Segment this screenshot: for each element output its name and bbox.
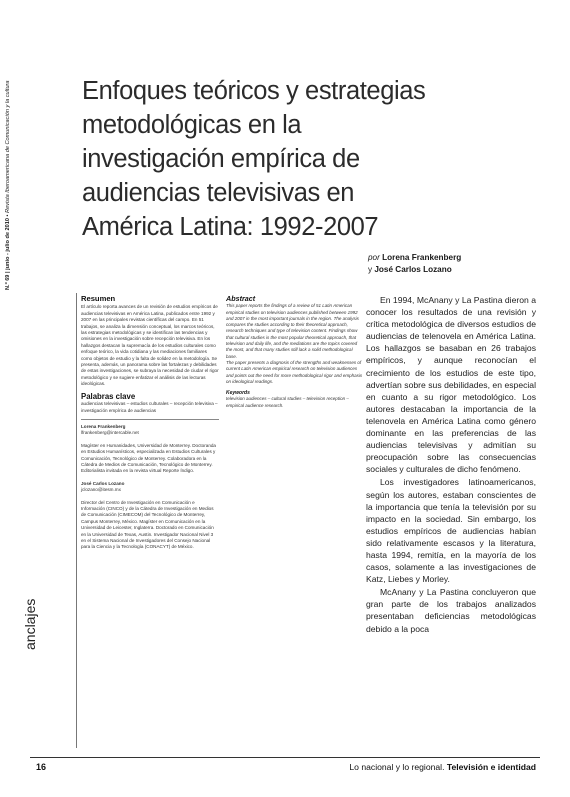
abstract-text: This paper reports the findings of a review of 51 Latin American empirical studies on television audiences published between 1992 and 2007 in the most important journals in the region. The analysis compares the studies according to their theoretical approach, research techniques and type of television content. Findings show that cultural studies is the most popular theoretical approach, that television and daily life, and the mediations are the topics covered the most, and that many studies still lack a solid methodological base. — [226, 303, 359, 359]
byline-y: y — [368, 264, 373, 274]
abstract-text-2: The paper presents a diagnosis of the strengths and weaknesses of current Latin American empirical research on television audiences and points out the need for more methodological rigor and emphasis on ideological readings. — [226, 359, 363, 384]
running-footer-bold: Televisión e identidad — [446, 762, 536, 772]
journal-banner: N.º 69 | junio - julio de 2010 • Revista Iberoamericana de Comunicación y la cultura — [5, 80, 11, 290]
body-paragraph: Los investigadores latinoamericanos, según los autores, estaban conscientes de la importancia que tenía la televisión por su impacto en la sociedad. Sin embargo, los estudios empíricos de audiencias habían sido relativamente escasos y la literatura, hasta 1994, remitía, en la mayoría de los casos, solamente a las investigaciones de Katz, Liebes y Morley. — [366, 477, 536, 585]
abstract-heading: Abstract — [226, 294, 256, 303]
journal-name: Revista Iberoamericana de Comunicación y la cultura — [5, 80, 11, 213]
bio-email-1: lfrankenberg@intercable.net — [81, 430, 139, 436]
author-2: José Carlos Lozano — [374, 264, 452, 274]
resumen-heading: Resumen — [81, 294, 116, 303]
section-label: anclajes — [22, 598, 38, 650]
vertical-rule — [76, 293, 77, 748]
bio-name-1: Lorena Frankenberg — [81, 423, 126, 429]
author-1: Lorena Frankenberg — [382, 253, 462, 262]
bio-text-1: Magíster en Humanidades, Universidad de Monterrey. Doctoranda en Estudios Humanísticos, especializada en Estudios Culturales y Comunicación, Tecnológico de Monterrey. Colaboradora en la Cátedra de Medios de Comunicación, Tecnológico de Monterrey. Editorialista invitada en la revista virtual Reporte Índigo. — [81, 442, 216, 474]
bio-name-2: José Carlos Lozano — [81, 480, 125, 486]
article-title: Enfoques teóricos y estrategias metodológicas en la investigación empírica de audiencias televisivas en América Latina: 1992-2007 — [82, 77, 426, 241]
body-paragraph: En 1994, McAnany y La Pastina dieron a conocer los resultados de una revisión y crítica metodológica de diversos estudios de audiencias de telenovela en América Latina. Los hallazgos se basaban en 26 trabajos empíricos, y aunque reconocían el crecimiento de los estudios de este tipo, advertían sobre sus debilidades, en especial en cuanto a su rigor metodológico. Los autores destacaban la importancia de la telenovela en América Latina como género dominante en las preferencias de las audiencias televisivas y admitían su preocupación sobre las consecuencias sociales y culturales de dicho fenómeno. — [366, 295, 536, 475]
running-footer — [349, 762, 536, 772]
byline-por: por — [368, 253, 380, 262]
page-number: 16 — [36, 762, 47, 772]
footer-rule — [30, 757, 540, 758]
palabras-clave: audiencias televisivas – estudios culturales – recepción televisiva – investigación empírica de audiencias — [81, 401, 218, 413]
section-label-container — [22, 590, 38, 650]
resumen-text: El artículo reporta avances de un revisión de estudios empíricos de audiencias televisivas en América Latina, publicados entre 1992 y 2007 en las principales revistas científicas del campo. En 51 trabajos, se analiza la dimensión conceptual, los marcos teóricos, las estrategias metodológicas y se identifican las tendencias y omisiones en la investigación sobre recepción televisiva. En los hallazgos destacan la supremacía de los estudios culturales como enfoque teórico, la vida cotidiana y las mediaciones familiares como objetos de estudio y la falta de solidez en la metodología. Se presenta, además, un panorama sobre las fortalezas y debilidades de estas investigaciones, se subraya la necesidad de ciudar el rigor metodológico y se sugiere enfatizar el análisis de las lecturas ideológicas. — [81, 304, 219, 387]
bio-text-2: Director del Centro de Investigación en Comunicación e Información (CINCO) y de la Cátedra de Investigación en Medios de Comunicación (CIMECOM) del Tecnológico de Monterrey, Campus Monterrey, México. Magíster en Comunicación en la Universidad de Leicester, Inglaterra. Doctorado en Comunicación en la Universidad de Texas, Austin. Investigador Nacional Nivel 3 en el Sistema Nacional de Investigadores del Consejo Nacional para la Ciencia y la Tecnología (CONACYT) de México. — [81, 499, 214, 550]
body-column — [366, 294, 536, 635]
body-paragraph: McAnany y La Pastina concluyeron que gran parte de los trabajos analizados presentaban deficiencias metodológicas debido a la poca — [366, 587, 536, 634]
divider — [81, 419, 219, 420]
resumen-column — [81, 296, 219, 551]
keywords: television audiences – cultural studies – television reception – empirical audience research. — [226, 396, 349, 408]
palabras-clave-heading: Palabras clave — [81, 391, 136, 401]
issue-label: N.º 69 | junio - julio de 2010 — [5, 218, 11, 290]
running-footer-plain: Lo nacional y lo regional. — [349, 762, 445, 772]
bio-email-2: jclozano@itesm.mx — [81, 487, 121, 493]
keywords-heading: Keywords — [226, 390, 250, 397]
byline — [368, 252, 538, 275]
abstract-column — [226, 296, 364, 409]
